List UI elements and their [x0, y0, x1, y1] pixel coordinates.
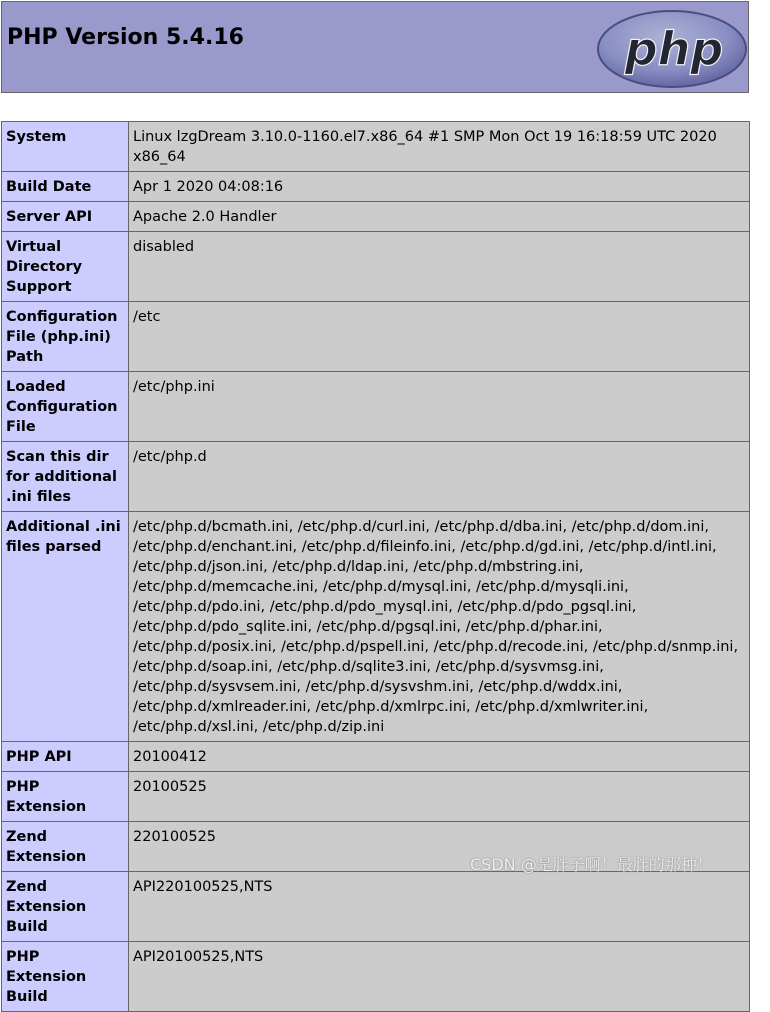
row-key: Virtual Directory Support [2, 232, 129, 302]
row-key: System [2, 122, 129, 172]
row-key: PHP Extension [2, 772, 129, 822]
table-row [2, 442, 750, 512]
row-value: disabled [129, 232, 750, 302]
row-key: Configuration File (php.ini) Path [2, 302, 129, 372]
row-key: Scan this dir for additional .ini files [2, 442, 129, 512]
php-logo-text: php [624, 22, 724, 76]
row-value: /etc [129, 302, 750, 372]
row-key: Server API [2, 202, 129, 232]
page-title: PHP Version 5.4.16 [7, 25, 244, 50]
row-value: 220100525 [129, 822, 750, 872]
table-row [2, 872, 750, 942]
watermark: CSDN @是胖子啊！最胖的那种！ [470, 855, 713, 874]
row-value: Apr 1 2020 04:08:16 [129, 172, 750, 202]
php-logo [596, 9, 748, 89]
row-value: /etc/php.d [129, 442, 750, 512]
row-value: 20100525 [129, 772, 750, 822]
row-key: Zend Extension Build [2, 872, 129, 942]
row-value: /etc/php.ini [129, 372, 750, 442]
table-row [2, 512, 750, 742]
php-version-header [1, 1, 749, 93]
row-key: PHP API [2, 742, 129, 772]
row-value: Linux lzgDream 3.10.0-1160.el7.x86_64 #1 SMP Mon Oct 19 16:18:59 UTC 2020 x86_64 [129, 122, 750, 172]
table-row [2, 772, 750, 822]
table-row [2, 122, 750, 172]
table-row [2, 202, 750, 232]
row-key: Loaded Configuration File [2, 372, 129, 442]
row-value: 20100412 [129, 742, 750, 772]
row-key: Additional .ini files parsed [2, 512, 129, 742]
table-row [2, 742, 750, 772]
table-row [2, 232, 750, 302]
row-value: /etc/php.d/bcmath.ini, /etc/php.d/curl.ini, /etc/php.d/dba.ini, /etc/php.d/dom.ini, /etc/php.d/enchant.ini, /etc/php.d/fileinfo.ini, /etc/php.d/gd.ini, /etc/php.d/intl.ini, /etc/php.d/json.ini, /etc/php.d/ldap.ini, /etc/php.d/mbstring.ini, /etc/php.d/memcache.ini, /etc/php.d/mysql.ini, /etc/php.d/mysqli.ini, /etc/php.d/pdo.ini, /etc/php.d/pdo_mysql.ini, /etc/php.d/pdo_pgsql.ini, /etc/php.d/pdo_sqlite.ini, /etc/php.d/pgsql.ini, /etc/php.d/phar.ini, /etc/php.d/posix.ini, /etc/php.d/pspell.ini, /etc/php.d/recode.ini, /etc/php.d/snmp.ini, /etc/php.d/soap.ini, /etc/php.d/sqlite3.ini, /etc/php.d/sysvmsg.ini, /etc/php.d/sysvsem.ini, /etc/php.d/sysvshm.ini, /etc/php.d/wddx.ini, /etc/php.d/xmlreader.ini, /etc/php.d/xmlrpc.ini, /etc/php.d/xmlwriter.ini, /etc/php.d/xsl.ini, /etc/php.d/zip.ini [129, 512, 750, 742]
row-key: PHP Extension Build [2, 942, 129, 1012]
row-value: API20100525,NTS [129, 942, 750, 1012]
row-value: API220100525,NTS [129, 872, 750, 942]
row-key: Build Date [2, 172, 129, 202]
table-row [2, 302, 750, 372]
row-value: Apache 2.0 Handler [129, 202, 750, 232]
table-row [2, 172, 750, 202]
table-row [2, 942, 750, 1012]
table-row [2, 372, 750, 442]
php-info-table [1, 121, 750, 1012]
row-key: Zend Extension [2, 822, 129, 872]
